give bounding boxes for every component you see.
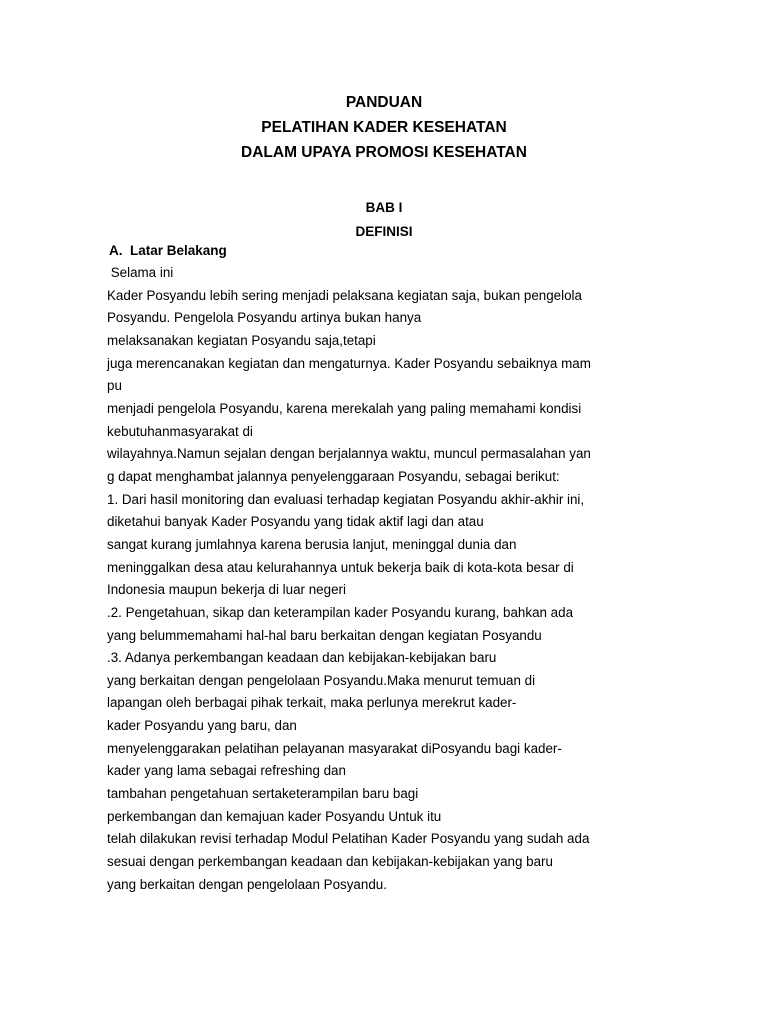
body-line: melaksanakan kegiatan Posyandu saja,tetapi xyxy=(107,332,376,348)
body-line: diketahui banyak Kader Posyandu yang tidak aktif lagi dan atau xyxy=(107,514,484,530)
body-line: menjadi pengelola Posyandu, karena merekalah yang paling memahami kondisi xyxy=(107,400,582,416)
body-line: meninggalkan desa atau kelurahannya untuk bekerja baik di kota-kota besar di xyxy=(107,559,574,575)
body-line: Posyandu. Pengelola Posyandu artinya bukan hanya xyxy=(107,310,422,326)
body-line: Indonesia maupun bekerja di luar negeri xyxy=(107,582,346,598)
body-line: sesuai dengan perkembangan keadaan dan kebijakan-kebijakan yang baru xyxy=(107,854,553,870)
body-line: juga merencanakan kegiatan dan mengaturnya. Kader Posyandu sebaiknya mam xyxy=(107,355,591,371)
body-line: kader yang lama sebagai refreshing dan xyxy=(107,763,346,779)
body-line: kebutuhanmasyarakat di xyxy=(107,423,253,439)
chapter-number: BAB I xyxy=(365,200,403,215)
body-line: menyelenggarakan pelatihan pelayanan masyarakat diPosyandu bagi kader- xyxy=(107,740,562,756)
body-line: wilayahnya.Namun sejalan dengan berjalannya waktu, muncul permasalahan yan xyxy=(107,446,591,462)
title-line-3: DALAM UPAYA PROMOSI KESEHATAN xyxy=(241,144,527,161)
body-line: perkembangan dan kemajuan kader Posyandu Untuk itu xyxy=(107,808,442,824)
body-line: tambahan pengetahuan sertaketerampilan baru bagi xyxy=(107,786,419,802)
body-line: kader Posyandu yang baru, dan xyxy=(107,718,297,734)
body-line: Selama ini xyxy=(107,265,174,280)
body-line: lapangan oleh berbagai pihak terkait, maka perlunya merekrut kader- xyxy=(107,695,517,711)
body-line: yang belummemahami hal-hal baru berkaitan dengan kegiatan Posyandu xyxy=(107,627,542,643)
title-line-1: PANDUAN xyxy=(345,94,423,111)
body-line: sangat kurang jumlahnya karena berusia lanjut, meninggal dunia dan xyxy=(107,536,517,552)
body-line: yang berkaitan dengan pengelolaan Posyandu. xyxy=(107,876,387,892)
body-text xyxy=(107,262,667,896)
body-line: Kader Posyandu lebih sering menjadi pelaksana kegiatan saja, bukan pengelola xyxy=(107,287,582,303)
body-line: pu xyxy=(107,378,122,394)
body-line: telah dilakukan revisi terhadap Modul Pelatihan Kader Posyandu yang sudah ada xyxy=(107,831,590,847)
section-heading: A. Latar Belakang xyxy=(109,243,227,258)
body-line: 1. Dari hasil monitoring dan evaluasi terhadap kegiatan Posyandu akhir-akhir ini, xyxy=(107,491,585,507)
body-line: .2. Pengetahuan, sikap dan keterampilan kader Posyandu kurang, bahkan ada xyxy=(107,604,574,620)
body-line: g dapat menghambat jalannya penyelenggaraan Posyandu, sebagai berikut: xyxy=(107,468,560,484)
chapter-heading xyxy=(0,196,768,244)
body-line: yang berkaitan dengan pengelolaan Posyandu.Maka menurut temuan di xyxy=(107,672,536,688)
body-line: .3. Adanya perkembangan keadaan dan kebijakan-kebijakan baru xyxy=(107,650,497,666)
document-title xyxy=(0,90,768,165)
chapter-title: DEFINISI xyxy=(355,224,413,239)
title-line-2: PELATIHAN KADER KESEHATAN xyxy=(261,119,507,136)
